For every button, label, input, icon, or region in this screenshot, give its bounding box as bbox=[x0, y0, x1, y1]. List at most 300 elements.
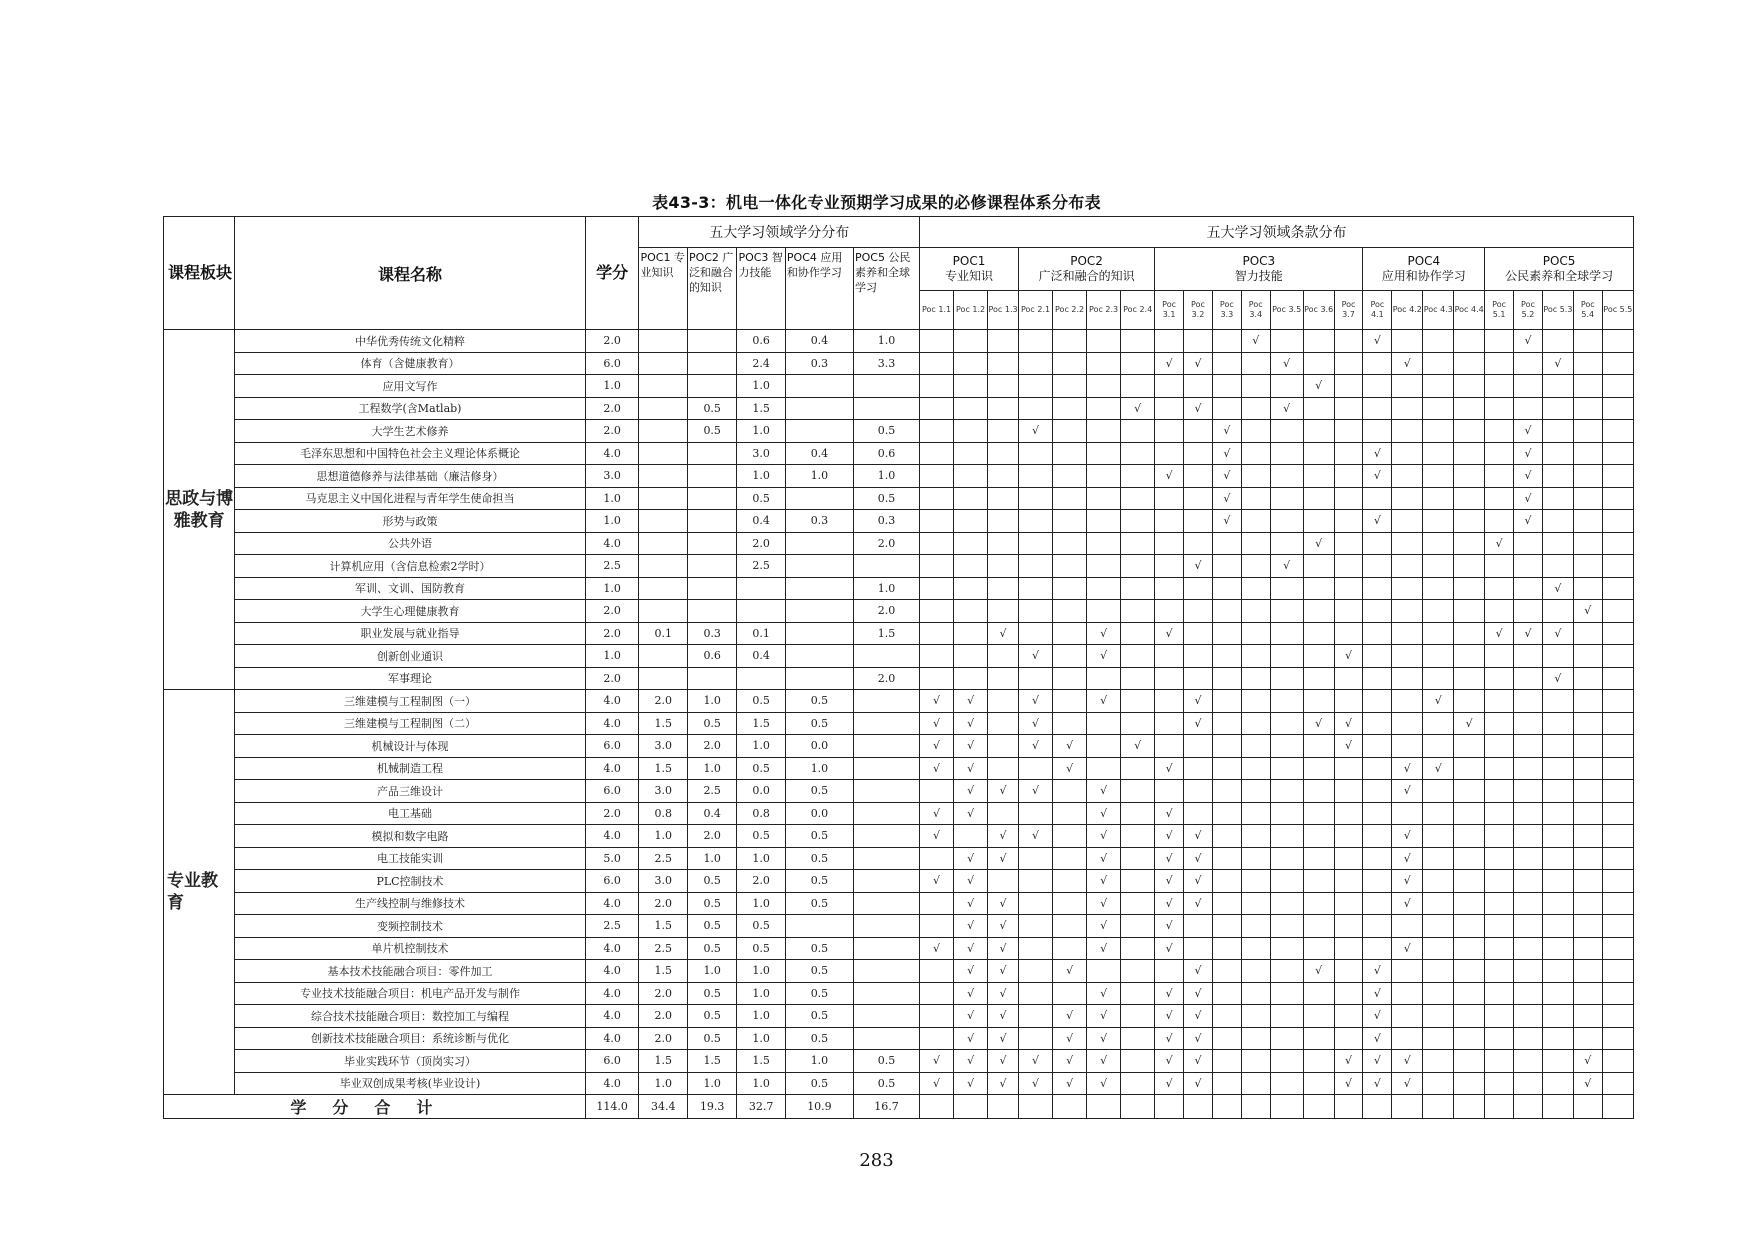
clause-check-cell bbox=[1454, 1050, 1485, 1073]
clause-check-cell bbox=[1542, 870, 1573, 893]
clause-check-cell bbox=[1423, 1050, 1454, 1073]
clause-check-cell bbox=[1334, 600, 1363, 623]
clause-check-cell: √ bbox=[1087, 1072, 1121, 1095]
clause-check-cell bbox=[1542, 465, 1573, 488]
clause-check-cell bbox=[1121, 825, 1155, 848]
clause-check-cell bbox=[1573, 712, 1602, 735]
clause-check-cell bbox=[1363, 420, 1392, 443]
poc-credit-cell: 1.0 bbox=[737, 465, 785, 488]
clause-check-cell bbox=[1019, 510, 1053, 533]
clause-check-cell bbox=[1454, 757, 1485, 780]
clause-check-cell bbox=[1155, 510, 1184, 533]
poc-credit-cell: 0.5 bbox=[737, 937, 785, 960]
clause-check-cell bbox=[1019, 1027, 1053, 1050]
clause-check-cell bbox=[1423, 375, 1454, 398]
poc-credit-cell: 0.5 bbox=[687, 870, 737, 893]
clause-check-cell bbox=[1542, 442, 1573, 465]
clause-check-cell bbox=[1155, 555, 1184, 578]
clause-check-cell bbox=[1363, 915, 1392, 938]
clause-check-cell bbox=[1573, 847, 1602, 870]
clause-check-cell bbox=[1334, 667, 1363, 690]
poc-credit-cell: 0.5 bbox=[785, 1027, 853, 1050]
course-name-cell: 大学生心理健康教育 bbox=[235, 600, 586, 623]
clause-check-cell bbox=[1392, 420, 1423, 443]
clause-check-cell bbox=[1454, 1072, 1485, 1095]
poc-credit-cell: 2.5 bbox=[737, 555, 785, 578]
clause-check-cell bbox=[1514, 397, 1543, 420]
clause-check-cell: √ bbox=[954, 892, 988, 915]
clause-check-cell bbox=[1392, 330, 1423, 353]
clause-check-cell: √ bbox=[988, 982, 1019, 1005]
clause-check-cell bbox=[1392, 442, 1423, 465]
clause-check-cell bbox=[1053, 420, 1087, 443]
clause-check-cell bbox=[1363, 712, 1392, 735]
clause-check-cell bbox=[954, 375, 988, 398]
clause-check-cell: √ bbox=[1542, 352, 1573, 375]
header-sub-clause: Poc 2.3 bbox=[1087, 291, 1121, 330]
clause-check-cell bbox=[1392, 712, 1423, 735]
clause-check-cell bbox=[1392, 690, 1423, 713]
clause-check-cell bbox=[1241, 1027, 1270, 1050]
clause-check-cell bbox=[1241, 532, 1270, 555]
total-clause-cell bbox=[1019, 1095, 1053, 1119]
total-clause-cell bbox=[1212, 1095, 1241, 1119]
clause-check-cell: √ bbox=[1019, 712, 1053, 735]
poc-credit-cell bbox=[853, 555, 919, 578]
poc-credit-cell: 0.4 bbox=[785, 330, 853, 353]
clause-check-cell bbox=[1270, 1072, 1303, 1095]
clause-check-cell: √ bbox=[1485, 532, 1514, 555]
clause-check-cell bbox=[1184, 937, 1213, 960]
clause-check-cell: √ bbox=[1184, 690, 1213, 713]
clause-check-cell: √ bbox=[1514, 622, 1543, 645]
header-poc-clause-4: POC4 应用和协作学习 bbox=[1363, 248, 1485, 291]
poc-credit-cell bbox=[639, 555, 687, 578]
clause-check-cell: √ bbox=[954, 1050, 988, 1073]
credit-cell: 1.0 bbox=[585, 375, 639, 398]
credit-cell: 6.0 bbox=[585, 870, 639, 893]
clause-check-cell bbox=[1212, 915, 1241, 938]
clause-check-cell bbox=[1212, 375, 1241, 398]
clause-check-cell bbox=[1542, 847, 1573, 870]
clause-check-cell bbox=[1423, 870, 1454, 893]
clause-check-cell bbox=[1019, 442, 1053, 465]
clause-check-cell: √ bbox=[954, 712, 988, 735]
clause-check-cell: √ bbox=[954, 802, 988, 825]
credit-cell: 6.0 bbox=[585, 735, 639, 758]
credit-cell: 2.0 bbox=[585, 622, 639, 645]
clause-check-cell bbox=[1573, 375, 1602, 398]
clause-check-cell: √ bbox=[1514, 442, 1543, 465]
clause-check-cell bbox=[1602, 757, 1633, 780]
clause-check-cell bbox=[1212, 397, 1241, 420]
clause-check-cell bbox=[920, 420, 954, 443]
clause-check-cell: √ bbox=[1019, 690, 1053, 713]
clause-check-cell: √ bbox=[1019, 1072, 1053, 1095]
clause-check-cell bbox=[1121, 555, 1155, 578]
clause-check-cell: √ bbox=[1423, 757, 1454, 780]
poc-credit-cell: 1.5 bbox=[639, 960, 687, 983]
credit-cell: 4.0 bbox=[585, 1027, 639, 1050]
clause-check-cell bbox=[1270, 1027, 1303, 1050]
clause-check-cell: √ bbox=[1155, 892, 1184, 915]
header-sub-clause: Poc 4.1 bbox=[1363, 291, 1392, 330]
clause-check-cell bbox=[954, 667, 988, 690]
clause-check-cell bbox=[1363, 735, 1392, 758]
poc-credit-cell bbox=[687, 510, 737, 533]
clause-check-cell: √ bbox=[1392, 892, 1423, 915]
clause-check-cell: √ bbox=[1155, 465, 1184, 488]
clause-check-cell: √ bbox=[1392, 825, 1423, 848]
table-row bbox=[164, 622, 1634, 645]
clause-check-cell bbox=[1423, 1005, 1454, 1028]
poc-credit-cell: 0.0 bbox=[785, 802, 853, 825]
header-poc-credit-2: POC2 广泛和融合的知识 bbox=[687, 248, 737, 330]
course-name-cell: 创新创业通识 bbox=[235, 645, 586, 668]
clause-check-cell bbox=[1241, 622, 1270, 645]
clause-check-cell bbox=[1241, 375, 1270, 398]
clause-check-cell bbox=[1423, 982, 1454, 1005]
clause-check-cell bbox=[1334, 802, 1363, 825]
clause-check-cell: √ bbox=[1019, 825, 1053, 848]
poc-credit-cell: 0.5 bbox=[687, 915, 737, 938]
clause-check-cell bbox=[1334, 420, 1363, 443]
clause-check-cell bbox=[1602, 645, 1633, 668]
clause-check-cell bbox=[1270, 870, 1303, 893]
clause-check-cell bbox=[1454, 397, 1485, 420]
poc-credit-cell bbox=[853, 645, 919, 668]
poc-credit-cell: 0.5 bbox=[785, 982, 853, 1005]
clause-check-cell bbox=[954, 532, 988, 555]
clause-check-cell bbox=[1542, 397, 1573, 420]
clause-check-cell bbox=[1485, 915, 1514, 938]
clause-check-cell bbox=[1303, 735, 1334, 758]
clause-check-cell bbox=[1392, 735, 1423, 758]
clause-check-cell bbox=[1542, 330, 1573, 353]
clause-check-cell bbox=[1087, 420, 1121, 443]
clause-check-cell bbox=[1423, 735, 1454, 758]
clause-check-cell: √ bbox=[1184, 1072, 1213, 1095]
clause-check-cell bbox=[1053, 465, 1087, 488]
table-row bbox=[164, 352, 1634, 375]
clause-check-cell bbox=[1454, 555, 1485, 578]
credit-cell: 2.0 bbox=[585, 397, 639, 420]
clause-check-cell bbox=[1485, 892, 1514, 915]
clause-check-cell bbox=[954, 510, 988, 533]
poc-credit-cell bbox=[639, 645, 687, 668]
poc-credit-cell: 2.0 bbox=[639, 690, 687, 713]
clause-check-cell bbox=[988, 735, 1019, 758]
clause-check-cell bbox=[1303, 352, 1334, 375]
clause-check-cell bbox=[1212, 757, 1241, 780]
clause-check-cell bbox=[1019, 532, 1053, 555]
clause-check-cell bbox=[1241, 892, 1270, 915]
clause-check-cell bbox=[1423, 667, 1454, 690]
clause-check-cell bbox=[1542, 420, 1573, 443]
clause-check-cell bbox=[954, 487, 988, 510]
poc-credit-cell bbox=[785, 420, 853, 443]
poc-credit-cell: 0.4 bbox=[687, 802, 737, 825]
clause-check-cell bbox=[1602, 1005, 1633, 1028]
poc-credit-cell bbox=[853, 982, 919, 1005]
poc-credit-cell: 1.0 bbox=[785, 465, 853, 488]
clause-check-cell bbox=[1155, 442, 1184, 465]
clause-check-cell bbox=[1121, 915, 1155, 938]
clause-check-cell bbox=[1542, 690, 1573, 713]
header-poc-clause-3: POC3 智力技能 bbox=[1155, 248, 1363, 291]
poc-credit-cell: 2.5 bbox=[687, 780, 737, 803]
clause-check-cell bbox=[1121, 712, 1155, 735]
clause-check-cell bbox=[1363, 397, 1392, 420]
header-sub-clause: Poc 1.2 bbox=[954, 291, 988, 330]
clause-check-cell bbox=[1212, 712, 1241, 735]
clause-check-cell bbox=[1573, 870, 1602, 893]
table-row bbox=[164, 870, 1634, 893]
table-row bbox=[164, 510, 1634, 533]
total-clause-cell bbox=[1155, 1095, 1184, 1119]
total-credit: 114.0 bbox=[585, 1095, 639, 1119]
clause-check-cell: √ bbox=[920, 690, 954, 713]
clause-check-cell bbox=[1423, 780, 1454, 803]
clause-check-cell: √ bbox=[954, 780, 988, 803]
poc-credit-cell: 1.0 bbox=[737, 420, 785, 443]
clause-check-cell bbox=[1454, 667, 1485, 690]
clause-check-cell bbox=[1053, 780, 1087, 803]
credit-cell: 4.0 bbox=[585, 825, 639, 848]
clause-check-cell bbox=[1454, 442, 1485, 465]
poc-credit-cell bbox=[737, 667, 785, 690]
poc-credit-cell: 2.0 bbox=[639, 1027, 687, 1050]
clause-check-cell bbox=[1454, 960, 1485, 983]
clause-check-cell bbox=[1241, 555, 1270, 578]
clause-check-cell: √ bbox=[1087, 825, 1121, 848]
clause-check-cell bbox=[1573, 825, 1602, 848]
clause-check-cell: √ bbox=[1184, 982, 1213, 1005]
clause-check-cell bbox=[1212, 802, 1241, 825]
clause-check-cell bbox=[1423, 555, 1454, 578]
poc-credit-cell bbox=[853, 397, 919, 420]
clause-check-cell bbox=[1363, 667, 1392, 690]
clause-check-cell bbox=[1423, 352, 1454, 375]
clause-check-cell bbox=[988, 555, 1019, 578]
clause-check-cell: √ bbox=[1270, 352, 1303, 375]
clause-check-cell bbox=[920, 532, 954, 555]
clause-check-cell bbox=[920, 960, 954, 983]
total-clause-cell bbox=[1363, 1095, 1392, 1119]
poc-credit-cell: 1.0 bbox=[853, 330, 919, 353]
poc-credit-cell: 0.5 bbox=[853, 487, 919, 510]
clause-check-cell bbox=[1087, 352, 1121, 375]
clause-check-cell bbox=[920, 510, 954, 533]
clause-check-cell bbox=[1423, 510, 1454, 533]
poc-credit-cell: 1.0 bbox=[639, 825, 687, 848]
poc-credit-cell bbox=[785, 555, 853, 578]
credit-cell: 6.0 bbox=[585, 1050, 639, 1073]
clause-check-cell bbox=[1542, 915, 1573, 938]
clause-check-cell bbox=[1303, 667, 1334, 690]
clause-check-cell bbox=[1514, 645, 1543, 668]
clause-check-cell bbox=[1334, 780, 1363, 803]
clause-check-cell bbox=[1573, 892, 1602, 915]
credit-cell: 4.0 bbox=[585, 690, 639, 713]
clause-check-cell bbox=[1602, 735, 1633, 758]
clause-check-cell bbox=[1241, 802, 1270, 825]
clause-check-cell bbox=[920, 465, 954, 488]
credit-cell: 4.0 bbox=[585, 892, 639, 915]
credit-cell: 4.0 bbox=[585, 937, 639, 960]
poc-credit-cell: 0.5 bbox=[785, 847, 853, 870]
header-sub-clause: Poc 2.2 bbox=[1053, 291, 1087, 330]
clause-check-cell bbox=[1602, 937, 1633, 960]
credit-cell: 4.0 bbox=[585, 712, 639, 735]
clause-check-cell bbox=[1121, 1005, 1155, 1028]
clause-check-cell: √ bbox=[988, 915, 1019, 938]
course-name-cell: 生产线控制与维修技术 bbox=[235, 892, 586, 915]
clause-check-cell: √ bbox=[1514, 465, 1543, 488]
clause-check-cell bbox=[1087, 330, 1121, 353]
clause-check-cell bbox=[1514, 735, 1543, 758]
poc-credit-cell: 0.3 bbox=[687, 622, 737, 645]
clause-check-cell: √ bbox=[920, 735, 954, 758]
clause-check-cell bbox=[1602, 442, 1633, 465]
credit-cell: 2.0 bbox=[585, 802, 639, 825]
clause-check-cell bbox=[1485, 600, 1514, 623]
course-name-cell: 模拟和数字电路 bbox=[235, 825, 586, 848]
clause-check-cell bbox=[1542, 375, 1573, 398]
clause-check-cell: √ bbox=[1019, 1050, 1053, 1073]
course-distribution-table bbox=[163, 216, 1634, 1119]
poc-credit-cell bbox=[639, 510, 687, 533]
clause-check-cell bbox=[1485, 757, 1514, 780]
poc-credit-cell: 0.5 bbox=[687, 1027, 737, 1050]
clause-check-cell: √ bbox=[1454, 712, 1485, 735]
poc-credit-cell bbox=[737, 600, 785, 623]
credit-cell: 6.0 bbox=[585, 352, 639, 375]
clause-check-cell bbox=[1155, 600, 1184, 623]
table-row bbox=[164, 690, 1634, 713]
table-row bbox=[164, 825, 1634, 848]
clause-check-cell: √ bbox=[1184, 825, 1213, 848]
poc-credit-cell bbox=[853, 757, 919, 780]
clause-check-cell: √ bbox=[1334, 645, 1363, 668]
clause-check-cell bbox=[1270, 735, 1303, 758]
poc-credit-cell: 0.6 bbox=[737, 330, 785, 353]
clause-check-cell bbox=[1303, 780, 1334, 803]
poc-credit-cell bbox=[853, 847, 919, 870]
clause-check-cell bbox=[1573, 532, 1602, 555]
clause-check-cell bbox=[1573, 735, 1602, 758]
clause-check-cell bbox=[1514, 532, 1543, 555]
poc-credit-cell: 0.5 bbox=[737, 757, 785, 780]
poc-credit-cell bbox=[687, 330, 737, 353]
header-poc-credit-4: POC4 应用和协作学习 bbox=[785, 248, 853, 330]
poc-credit-cell: 0.5 bbox=[687, 892, 737, 915]
clause-check-cell bbox=[1155, 712, 1184, 735]
clause-check-cell bbox=[1270, 712, 1303, 735]
clause-check-cell bbox=[1485, 330, 1514, 353]
clause-check-cell: √ bbox=[1514, 487, 1543, 510]
clause-check-cell bbox=[1334, 532, 1363, 555]
clause-check-cell: √ bbox=[1573, 600, 1602, 623]
clause-check-cell bbox=[1053, 375, 1087, 398]
clause-check-cell: √ bbox=[988, 1005, 1019, 1028]
clause-check-cell bbox=[1270, 375, 1303, 398]
clause-check-cell bbox=[1454, 420, 1485, 443]
poc-credit-cell: 0.5 bbox=[785, 960, 853, 983]
clause-check-cell bbox=[1053, 442, 1087, 465]
poc-credit-cell bbox=[737, 577, 785, 600]
clause-check-cell bbox=[1454, 802, 1485, 825]
clause-check-cell bbox=[1602, 555, 1633, 578]
clause-check-cell bbox=[954, 622, 988, 645]
clause-check-cell bbox=[1303, 757, 1334, 780]
clause-check-cell bbox=[1155, 735, 1184, 758]
clause-check-cell bbox=[1573, 982, 1602, 1005]
clause-check-cell bbox=[1514, 870, 1543, 893]
poc-credit-cell bbox=[687, 352, 737, 375]
clause-check-cell bbox=[1019, 802, 1053, 825]
clause-check-cell bbox=[1241, 780, 1270, 803]
clause-check-cell bbox=[1602, 712, 1633, 735]
clause-check-cell bbox=[1212, 532, 1241, 555]
clause-check-cell bbox=[1423, 397, 1454, 420]
clause-check-cell: √ bbox=[1019, 645, 1053, 668]
poc-credit-cell bbox=[639, 375, 687, 398]
clause-check-cell bbox=[1303, 892, 1334, 915]
clause-check-cell bbox=[1602, 352, 1633, 375]
clause-check-cell: √ bbox=[1363, 1072, 1392, 1095]
course-name-cell: 产品三维设计 bbox=[235, 780, 586, 803]
clause-check-cell bbox=[1454, 870, 1485, 893]
clause-check-cell bbox=[1334, 375, 1363, 398]
course-name-cell: 毕业双创成果考核(毕业设计) bbox=[235, 1072, 586, 1095]
poc-credit-cell bbox=[785, 915, 853, 938]
clause-check-cell bbox=[1514, 915, 1543, 938]
clause-check-cell bbox=[1241, 937, 1270, 960]
clause-check-cell bbox=[1602, 1072, 1633, 1095]
clause-check-cell bbox=[1514, 825, 1543, 848]
poc-credit-cell: 1.0 bbox=[737, 1027, 785, 1050]
clause-check-cell bbox=[1602, 690, 1633, 713]
table-row bbox=[164, 577, 1634, 600]
table-row bbox=[164, 735, 1634, 758]
clause-check-cell bbox=[1485, 690, 1514, 713]
course-name-cell: 大学生艺术修养 bbox=[235, 420, 586, 443]
poc-credit-cell: 1.5 bbox=[639, 915, 687, 938]
clause-check-cell: √ bbox=[1155, 937, 1184, 960]
clause-check-cell bbox=[1573, 937, 1602, 960]
clause-check-cell bbox=[1514, 802, 1543, 825]
clause-check-cell bbox=[1542, 802, 1573, 825]
clause-check-cell bbox=[954, 465, 988, 488]
clause-check-cell: √ bbox=[1212, 442, 1241, 465]
clause-check-cell bbox=[954, 420, 988, 443]
clause-check-cell bbox=[1212, 1072, 1241, 1095]
clause-check-cell bbox=[1514, 892, 1543, 915]
clause-check-cell: √ bbox=[1184, 847, 1213, 870]
clause-check-cell bbox=[1155, 330, 1184, 353]
clause-check-cell: √ bbox=[920, 870, 954, 893]
clause-check-cell bbox=[1485, 712, 1514, 735]
clause-check-cell bbox=[1573, 780, 1602, 803]
clause-check-cell bbox=[1121, 420, 1155, 443]
clause-check-cell bbox=[1053, 712, 1087, 735]
clause-check-cell: √ bbox=[1087, 802, 1121, 825]
poc-credit-cell: 0.5 bbox=[785, 1072, 853, 1095]
clause-check-cell: √ bbox=[1155, 847, 1184, 870]
clause-check-cell bbox=[1573, 420, 1602, 443]
clause-check-cell bbox=[1241, 442, 1270, 465]
